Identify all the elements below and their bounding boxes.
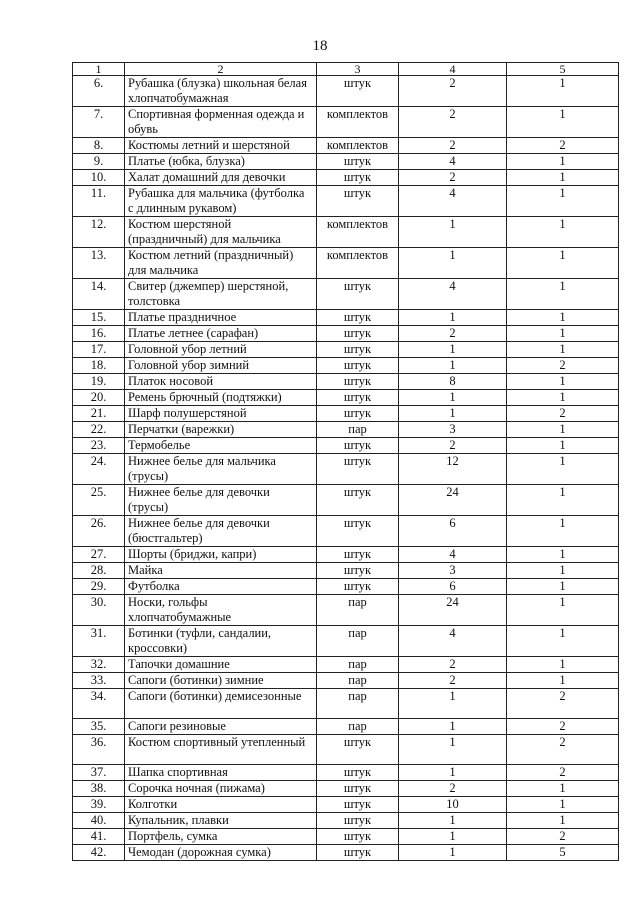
items-table (72, 62, 619, 861)
header-col-3: 3 (317, 63, 399, 76)
item-name: Ремень брючный (подтяжки) (125, 390, 317, 406)
quantity: 2 (399, 107, 507, 138)
unit-of-measure: штук (317, 326, 399, 342)
table-row (73, 719, 619, 735)
row-number: 24. (73, 454, 125, 485)
table-row (73, 279, 619, 310)
unit-of-measure: штук (317, 845, 399, 861)
unit-of-measure: пар (317, 595, 399, 626)
unit-of-measure: штук (317, 170, 399, 186)
quantity: 1 (399, 735, 507, 765)
quantity: 1 (399, 342, 507, 358)
quantity: 4 (399, 186, 507, 217)
item-name: Платок носовой (125, 374, 317, 390)
row-number: 16. (73, 326, 125, 342)
wear-period: 1 (507, 342, 619, 358)
item-name: Рубашка (блузка) школьная белая хлопчатобумажная (125, 76, 317, 107)
item-name: Головной убор зимний (125, 358, 317, 374)
row-number: 42. (73, 845, 125, 861)
row-number: 15. (73, 310, 125, 326)
item-name: Майка (125, 563, 317, 579)
table-row (73, 485, 619, 516)
table-row (73, 422, 619, 438)
item-name: Нижнее белье для девочки (бюстгальтер) (125, 516, 317, 547)
wear-period: 2 (507, 719, 619, 735)
header-col-5: 5 (507, 63, 619, 76)
row-number: 26. (73, 516, 125, 547)
quantity: 1 (399, 829, 507, 845)
item-name: Ботинки (туфли, сандалии, кроссовки) (125, 626, 317, 657)
wear-period: 2 (507, 689, 619, 719)
item-name: Халат домашний для девочки (125, 170, 317, 186)
item-name: Свитер (джемпер) шерстяной, толстовка (125, 279, 317, 310)
quantity: 24 (399, 485, 507, 516)
unit-of-measure: штук (317, 358, 399, 374)
wear-period: 1 (507, 390, 619, 406)
quantity: 1 (399, 813, 507, 829)
table-row (73, 310, 619, 326)
wear-period: 1 (507, 595, 619, 626)
quantity: 1 (399, 719, 507, 735)
unit-of-measure: пар (317, 689, 399, 719)
unit-of-measure: штук (317, 342, 399, 358)
item-name: Головной убор летний (125, 342, 317, 358)
item-name: Костюм шерстяной (праздничный) для мальчика (125, 217, 317, 248)
unit-of-measure: штук (317, 76, 399, 107)
wear-period: 1 (507, 279, 619, 310)
wear-period: 1 (507, 438, 619, 454)
table-row (73, 154, 619, 170)
table-row (73, 781, 619, 797)
unit-of-measure: штук (317, 390, 399, 406)
row-number: 37. (73, 765, 125, 781)
row-number: 32. (73, 657, 125, 673)
table-row (73, 673, 619, 689)
row-number: 40. (73, 813, 125, 829)
row-number: 41. (73, 829, 125, 845)
unit-of-measure: штук (317, 547, 399, 563)
quantity: 2 (399, 170, 507, 186)
unit-of-measure: штук (317, 735, 399, 765)
table-row (73, 829, 619, 845)
quantity: 8 (399, 374, 507, 390)
quantity: 2 (399, 76, 507, 107)
quantity: 1 (399, 310, 507, 326)
table-row (73, 170, 619, 186)
unit-of-measure: штук (317, 579, 399, 595)
item-name: Костюм спортивный утепленный (125, 735, 317, 765)
unit-of-measure: комплектов (317, 138, 399, 154)
table-row (73, 217, 619, 248)
item-name: Перчатки (варежки) (125, 422, 317, 438)
unit-of-measure: комплектов (317, 107, 399, 138)
unit-of-measure: штук (317, 438, 399, 454)
row-number: 7. (73, 107, 125, 138)
item-name: Колготки (125, 797, 317, 813)
unit-of-measure: штук (317, 485, 399, 516)
wear-period: 1 (507, 516, 619, 547)
table-row (73, 454, 619, 485)
quantity: 1 (399, 248, 507, 279)
quantity: 10 (399, 797, 507, 813)
unit-of-measure: штук (317, 813, 399, 829)
table-row (73, 797, 619, 813)
wear-period: 1 (507, 485, 619, 516)
header-col-2: 2 (125, 63, 317, 76)
wear-period: 2 (507, 358, 619, 374)
table-row (73, 813, 619, 829)
row-number: 18. (73, 358, 125, 374)
wear-period: 1 (507, 76, 619, 107)
wear-period: 1 (507, 154, 619, 170)
item-name: Носки, гольфы хлопчатобумажные (125, 595, 317, 626)
table-row (73, 342, 619, 358)
quantity: 4 (399, 626, 507, 657)
row-number: 17. (73, 342, 125, 358)
row-number: 38. (73, 781, 125, 797)
unit-of-measure: штук (317, 154, 399, 170)
unit-of-measure: пар (317, 673, 399, 689)
table-row (73, 595, 619, 626)
wear-period: 2 (507, 406, 619, 422)
row-number: 27. (73, 547, 125, 563)
header-col-4: 4 (399, 63, 507, 76)
table-row (73, 689, 619, 719)
wear-period: 5 (507, 845, 619, 861)
table-row (73, 626, 619, 657)
table-row (73, 326, 619, 342)
quantity: 6 (399, 516, 507, 547)
unit-of-measure: штук (317, 310, 399, 326)
quantity: 4 (399, 154, 507, 170)
row-number: 30. (73, 595, 125, 626)
table-row (73, 374, 619, 390)
unit-of-measure: штук (317, 186, 399, 217)
table-row (73, 516, 619, 547)
wear-period: 1 (507, 563, 619, 579)
item-name: Платье праздничное (125, 310, 317, 326)
unit-of-measure: штук (317, 829, 399, 845)
unit-of-measure: штук (317, 279, 399, 310)
quantity: 2 (399, 138, 507, 154)
quantity: 1 (399, 406, 507, 422)
row-number: 11. (73, 186, 125, 217)
wear-period: 1 (507, 326, 619, 342)
wear-period: 1 (507, 626, 619, 657)
table-row (73, 579, 619, 595)
wear-period: 1 (507, 797, 619, 813)
row-number: 9. (73, 154, 125, 170)
wear-period: 1 (507, 107, 619, 138)
table-row (73, 107, 619, 138)
table-row (73, 138, 619, 154)
wear-period: 1 (507, 248, 619, 279)
item-name: Купальник, плавки (125, 813, 317, 829)
table-row (73, 390, 619, 406)
item-name: Футболка (125, 579, 317, 595)
unit-of-measure: штук (317, 563, 399, 579)
wear-period: 2 (507, 829, 619, 845)
wear-period: 1 (507, 170, 619, 186)
quantity: 6 (399, 579, 507, 595)
quantity: 1 (399, 845, 507, 861)
unit-of-measure: штук (317, 516, 399, 547)
wear-period: 1 (507, 186, 619, 217)
quantity: 4 (399, 279, 507, 310)
table-row (73, 735, 619, 765)
row-number: 20. (73, 390, 125, 406)
wear-period: 1 (507, 781, 619, 797)
wear-period: 2 (507, 765, 619, 781)
table-row (73, 657, 619, 673)
row-number: 34. (73, 689, 125, 719)
quantity: 2 (399, 673, 507, 689)
item-name: Спортивная форменная одежда и обувь (125, 107, 317, 138)
quantity: 24 (399, 595, 507, 626)
item-name: Шапка спортивная (125, 765, 317, 781)
unit-of-measure: пар (317, 422, 399, 438)
table-row (73, 547, 619, 563)
unit-of-measure: комплектов (317, 217, 399, 248)
table-row (73, 358, 619, 374)
wear-period: 1 (507, 217, 619, 248)
row-number: 14. (73, 279, 125, 310)
unit-of-measure: комплектов (317, 248, 399, 279)
item-name: Шорты (бриджи, капри) (125, 547, 317, 563)
quantity: 3 (399, 422, 507, 438)
unit-of-measure: штук (317, 765, 399, 781)
item-name: Тапочки домашние (125, 657, 317, 673)
item-name: Сапоги (ботинки) демисезонные (125, 689, 317, 719)
quantity: 1 (399, 390, 507, 406)
quantity: 2 (399, 781, 507, 797)
quantity: 4 (399, 547, 507, 563)
row-number: 35. (73, 719, 125, 735)
item-name: Сапоги (ботинки) зимние (125, 673, 317, 689)
unit-of-measure: штук (317, 454, 399, 485)
item-name: Костюм летний (праздничный) для мальчика (125, 248, 317, 279)
row-number: 28. (73, 563, 125, 579)
wear-period: 1 (507, 813, 619, 829)
quantity: 12 (399, 454, 507, 485)
unit-of-measure: пар (317, 657, 399, 673)
table-row (73, 186, 619, 217)
wear-period: 1 (507, 310, 619, 326)
row-number: 13. (73, 248, 125, 279)
page-number: 18 (312, 38, 328, 54)
item-name: Портфель, сумка (125, 829, 317, 845)
item-name: Нижнее белье для девочки (трусы) (125, 485, 317, 516)
row-number: 19. (73, 374, 125, 390)
row-number: 39. (73, 797, 125, 813)
unit-of-measure: пар (317, 719, 399, 735)
header-col-1: 1 (73, 63, 125, 76)
wear-period: 1 (507, 657, 619, 673)
unit-of-measure: штук (317, 797, 399, 813)
item-name: Сорочка ночная (пижама) (125, 781, 317, 797)
quantity: 1 (399, 765, 507, 781)
row-number: 22. (73, 422, 125, 438)
wear-period: 1 (507, 374, 619, 390)
table-row (73, 438, 619, 454)
unit-of-measure: штук (317, 374, 399, 390)
row-number: 29. (73, 579, 125, 595)
item-name: Платье (юбка, блузка) (125, 154, 317, 170)
item-name: Шарф полушерстяной (125, 406, 317, 422)
unit-of-measure: пар (317, 626, 399, 657)
item-name: Термобелье (125, 438, 317, 454)
quantity: 2 (399, 326, 507, 342)
quantity: 3 (399, 563, 507, 579)
row-number: 12. (73, 217, 125, 248)
quantity: 1 (399, 689, 507, 719)
item-name: Нижнее белье для мальчика (трусы) (125, 454, 317, 485)
wear-period: 2 (507, 138, 619, 154)
item-name: Рубашка для мальчика (футболка с длинным рукавом) (125, 186, 317, 217)
table-row (73, 845, 619, 861)
wear-period: 1 (507, 579, 619, 595)
table-header-row (73, 63, 619, 76)
table-row (73, 563, 619, 579)
row-number: 31. (73, 626, 125, 657)
unit-of-measure: штук (317, 406, 399, 422)
item-name: Платье летнее (сарафан) (125, 326, 317, 342)
row-number: 21. (73, 406, 125, 422)
item-name: Костюмы летний и шерстяной (125, 138, 317, 154)
unit-of-measure: штук (317, 781, 399, 797)
wear-period: 1 (507, 673, 619, 689)
item-name: Сапоги резиновые (125, 719, 317, 735)
quantity: 2 (399, 657, 507, 673)
wear-period: 2 (507, 735, 619, 765)
row-number: 23. (73, 438, 125, 454)
row-number: 6. (73, 76, 125, 107)
quantity: 1 (399, 358, 507, 374)
wear-period: 1 (507, 454, 619, 485)
row-number: 36. (73, 735, 125, 765)
table-row (73, 248, 619, 279)
row-number: 8. (73, 138, 125, 154)
wear-period: 1 (507, 422, 619, 438)
wear-period: 1 (507, 547, 619, 563)
row-number: 25. (73, 485, 125, 516)
table-row (73, 406, 619, 422)
table-row (73, 765, 619, 781)
row-number: 33. (73, 673, 125, 689)
quantity: 2 (399, 438, 507, 454)
item-name: Чемодан (дорожная сумка) (125, 845, 317, 861)
quantity: 1 (399, 217, 507, 248)
table-row (73, 76, 619, 107)
row-number: 10. (73, 170, 125, 186)
